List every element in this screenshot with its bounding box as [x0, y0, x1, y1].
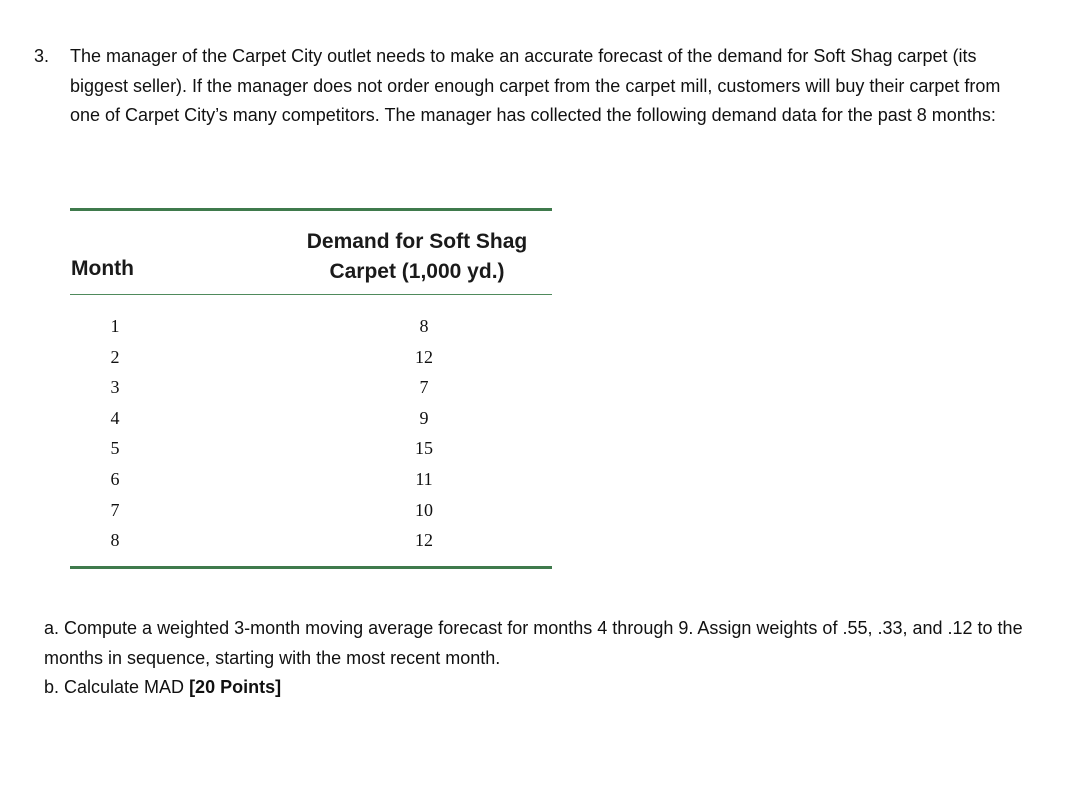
table-row: [70, 464, 552, 495]
cell-demand: 11: [415, 468, 433, 489]
table-row: [70, 433, 552, 464]
question-b: [44, 673, 1044, 703]
cell-demand: 12: [415, 346, 433, 367]
cell-month: 5: [110, 438, 120, 459]
cell-demand: 7: [419, 377, 429, 398]
cell-month: 1: [110, 316, 120, 336]
cell-demand: 12: [415, 530, 433, 551]
table-row: [70, 311, 552, 342]
table-row: [70, 342, 552, 373]
cell-demand: 10: [415, 499, 433, 520]
table-row: [70, 372, 552, 403]
cell-month: 2: [110, 346, 120, 367]
cell-month: 3: [110, 377, 120, 398]
questions: [44, 614, 1044, 703]
header-demand-line2: Carpet (1,000 yd.): [329, 260, 505, 283]
table-row: [70, 495, 552, 526]
demand-table: [70, 208, 552, 569]
cell-demand: 8: [419, 316, 429, 336]
cell-demand: 15: [415, 438, 433, 459]
question-b-points: [20 Points]: [189, 677, 282, 697]
table-body: [70, 295, 552, 566]
question-a: a. Compute a weighted 3-month moving average forecast for months 4 through 9. Assign weights of .55, .33, and .12 to the months in sequence, starting with the most recent month.: [44, 618, 1023, 668]
problem-text: The manager of the Carpet City outlet needs to make an accurate forecast of the demand for Soft Shag carpet (its biggest seller). If the manager does not order enough carpet from the carpet mill, customers will buy their carpet from one of Carpet City’s many competitors. The manager has collected the following demand data for the past 8 months:: [70, 46, 1001, 125]
cell-month: 6: [110, 468, 120, 489]
table-bottom-rule: [70, 566, 552, 569]
header-month: Month: [71, 257, 134, 280]
cell-month: 7: [110, 499, 120, 520]
cell-month: 4: [110, 407, 120, 428]
problem-number: 3.: [34, 46, 50, 66]
table-row: [70, 525, 552, 556]
question-b-text: b. Calculate MAD: [44, 677, 190, 697]
problem-statement: [34, 42, 1024, 131]
cell-demand: 9: [419, 407, 429, 428]
table-row: [70, 403, 552, 434]
table-header: [70, 211, 552, 294]
header-demand-line1: Demand for Soft Shag: [306, 230, 528, 253]
cell-month: 8: [110, 530, 120, 551]
header-demand: [282, 227, 552, 287]
